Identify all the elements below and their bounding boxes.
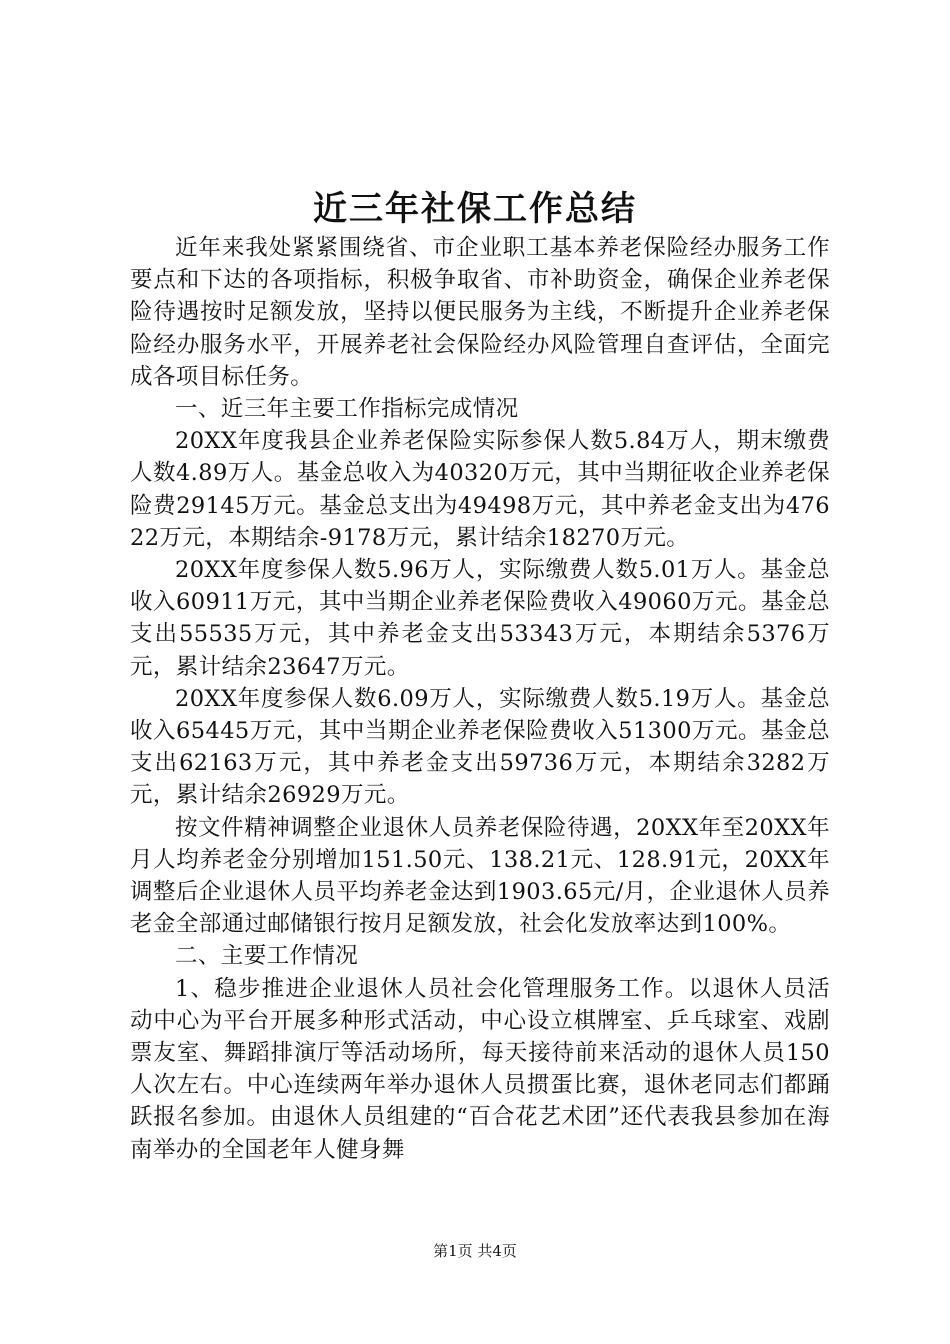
intro-paragraph: 近年来我处紧紧围绕省、市企业职工基本养老保险经办服务工作要点和下达的各项指标，积极争取省、市补助资金，确保企业养老保险待遇按时足额发放，坚持以便民服务为主线，不断提升企业养老保险经办服务水平，开展养老社会保险经办风险管理自查评估，全面完成各项目标任务。	[130, 235, 830, 390]
section-heading-2: 二、主要工作情况	[175, 943, 359, 970]
year-3-paragraph: 20XX年度参保人数6.09万人，实际缴费人数5.19万人。基金总收入65445万元，其中当期企业养老保险费收入51300万元。基金总支出62163万元，其中养老金支出59736万元，本期结余3282万元，累计结余26929万元。	[130, 685, 830, 809]
year-1-paragraph: 20XX年度我县企业养老保险实际参保人数5.84万人，期末缴费人数4.89万人。基金总收入为40320万元，其中当期征收企业养老保险费29145万元。基金总支出为49498万元，其中养老金支出为47622万元，本期结余-9178万元，累计结余18270万元。	[130, 428, 830, 551]
work-item-1-paragraph: 1、稳步推进企业退休人员社会化管理服务工作。以退休人员活动中心为平台开展多种形式活动，中心设立棋牌室、乒乓球室、戏剧票友室、舞蹈排演厅等活动场所，每天接待前来活动的退休人员150人次左右。中心连续两年举办退休人员掼蛋比赛，退休老同志们都踊跃报名参加。由退休人员组建的“百合花艺术团”还代表我县参加在海南举办的全国老年人健身舞	[130, 975, 830, 1163]
section-heading-1: 一、近三年主要工作指标完成情况	[175, 396, 519, 423]
pension-adjustment-paragraph: 按文件精神调整企业退休人员养老保险待遇，20XX年至20XX年月人均养老金分别增加151.50元、138.21元、128.91元，20XX年调整后企业退休人员平均养老金达到1903.65元/月，企业退休人员养老金全部通过邮储银行按月足额发放，社会化发放率达到100%。	[130, 814, 830, 938]
document-body	[130, 232, 830, 1166]
document-title: 近三年社保工作总结	[313, 189, 637, 229]
page-number-footer: 第1页 共4页	[433, 1242, 517, 1260]
year-2-paragraph: 20XX年度参保人数5.96万人，实际缴费人数5.01万人。基金总收入60911万元，其中当期企业养老保险费收入49060万元。基金总支出55535万元，其中养老金支出53343万元，本期结余5376万元，累计结余23647万元。	[130, 557, 830, 680]
